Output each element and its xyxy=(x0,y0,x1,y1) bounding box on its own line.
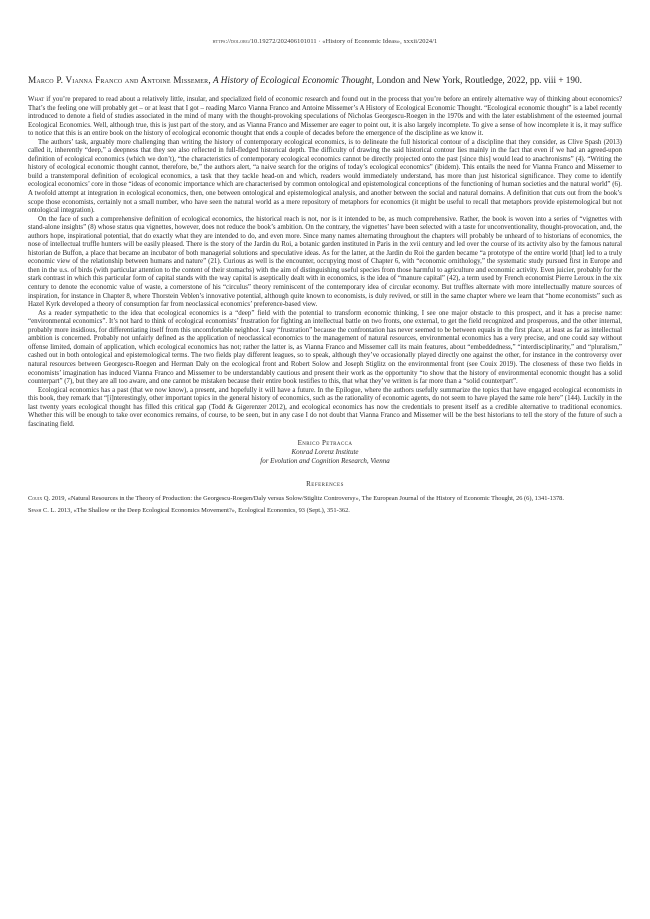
paragraph-text: if you’re prepared to read about a relatively little, insular, and specialized field of economic research and found out in the process that you’re before an entirely alternative way of thinking about economics? That’s the feeling one will probably get – or at least that I got – reading Marco Vianna Franco and Antoine Missemer’s A History of Ecological Economic Thought. “Ecological economic thought” is a label recently introduced to denote a field of studies associated in the mind of many with the thought-provoking speculations of Nicholas Georgescu-Roegen in the 1970s and with the later establishment of the esteemed journal Ecological Economics. Well, although true, this is just part of the story, and as Vianna Franco and Missemer are eager to point out, it is also largely incomplete. To give a sense of how incomplete it is, it may suffice to notice that this is an entire book on the history of ecological economic thought that ends a couple of decades before the emergence of the discipline as we know it. xyxy=(28,96,622,138)
journal-info: · «History of Economic Ideas», xxxii/2024/1 xyxy=(316,38,438,45)
running-head xyxy=(28,38,622,54)
paragraph-1 xyxy=(28,96,622,139)
reviewer-institute: Konrad Lorenz Institute xyxy=(291,448,359,457)
paragraph-text: Ecological economics has a past (that we now know), a present, and hopefully it will have a future. In the Epilogue, where the authors usefully summarize the topics that have engaged ecological economists in this book, they remark that “[i]nterestingly, other important topics in the general history of economics, such as the rationality of economic agents, do not seem to have played the same role here” (144). Luckily in the last twenty years ecological thought has filled this critical gap (Todd & Gigerenzer 2012), and ecological economics has now the credentials to present itself as a credible alternative to traditional economics. Whether this will be enough to take over economics remains, of course, to be seen, but in any case I do not doubt that Vianna Franco and Missemer will be the best historians to tell the story of the future of such a fascinating field. xyxy=(28,386,622,428)
reference-text: 2019, «Natural Resources in the Theory of Production: the Georgescu-Roegen/Daly versus Solow/Stiglitz Controversy», The European Journal of the History of Economic Thought, 26 (6), 1341-1378. xyxy=(50,495,564,503)
references-heading: References xyxy=(306,480,344,489)
paragraph-text: As a reader sympathetic to the idea that ecological economics is a “deep” field with the potential to transform economic thinking, I see one major obstacle to this prospect, and it has a precise name: “environmental economics”. It’s not hard to think of ecological economists’ frustration for fighting an intellectual battle on two fronts, one external, to get the field recognized and prosperous, and the other internal, probably more insidious, for differentiating itself from this uncomfortable neighbor. I say “frustration” because the confrontation has never seemed to be between equals in the first place, at least as far as intellectual ambition is concerned. Probably not unfairly defined as the application of neoclassical economics to the management of natural resources, environmental economics has a very precise, and one could say without offense limited, domain of application, which ecological economics has not; rather the latter is, as Vianna Franco and Missemer call its main features, about “embeddedness,” “interdisciplinarity,” and “pluralism,” cashed out in both ontological and epistemological terms. The two fields play different leagues, so to speak, although they’ve occasionally played directly one against the other, for instance in the controversy over natural resources between Georgescu-Roegen and Herman Daly on the ecological front and Robert Solow and Joseph Stiglitz on the environmental front (see Couix 2019). The closeness of these two fields in economists’ imagination has induced Vianna Franco and Missemer to be understandably cautious and present their work as the opportunity “to show that the history of environmental economic thought has a solid counterpart” (7), but they are all too aware, and one cannot be mistaken because their entire book testifies to this, that what they’ve written is far more than a “solid counterpart”. xyxy=(28,309,622,386)
review-body xyxy=(28,96,622,429)
reviewer-institute-line-2: for Evolution and Cognition Research, Vienna xyxy=(260,457,390,466)
reviewer-name: Enrico Petracca xyxy=(297,439,353,448)
book-title: A History of Ecological Economic Thought xyxy=(212,75,372,85)
paragraph-4 xyxy=(28,310,622,387)
reference-author: Spash C. L. xyxy=(28,506,56,514)
paragraph-text: The authors’ task, arguably more challenging than writing the history of contemporary ecological economics, is to delineate the full historical contour of a discipline that they consider, as Clive Spash (2013) called it, inherently “deep,” a deepness that they see also reflected in full-fledged historical depth. The difficulty of drawing the said historical contour lies mainly in the fact that even if we had an agreed-upon definition of ecological economics (which we don’t), “the characteristics of contemporary ecological economics cannot be directly projected onto the past [since this] would lead to anachronisms” (4). “Writing the history of ecological economic thought cannot, therefore, be,” the authors alert, “a naive search for the origins of today’s ecological economics” (ibidem). This entails the need for Vianna Franco and Missemer to build a transtemporal definition of ecological economics, a task that they tackle head-on and which, readers would immediately understand, has more than just historical significance. They come to identify ecological economics’ core in those “ideas of economic importance which are characterised by common ontological and epistemological conceptions of the functioning of human societies and the natural world” (6). A twofold attempt at integration in ecological economics, then, one between ontological and epistemological analysis, and another between the social and natural domains. A definition that cuts out from the book’s scope those economists, certainly not a small number, who have seen the natural world as a mere repository of metaphors for economics (it might be useful to recall that metaphors provide epistemological but not ontological integration). xyxy=(28,138,622,215)
reference-author: Couix Q. xyxy=(28,495,51,503)
paragraph-text: On the face of such a comprehensive definition of ecological economics, the historical reach is not, nor is it intended to be, as much comprehensive. Rather, the book is woven into a series of “vignettes with stand-alone insights” (8) whose status qua vignettes, however, does not reduce the book’s ambition. On the contrary, the vignettes’ have been selected with a taste for unconventionality, thought-provocation, and, the authors hope, inspirational potential, that do exactly what they are intended to do, and even more. Since many names alternating throughout the chapters will probably be unheard of to historians of economics, the nose of intellectual truffle hunters will be easily pleased. There is the story of the Jardin du Roi, a botanic garden instituted in Paris in the xvii century and led over the course of its activity also by the famous natural historian de Buffon, a place that became an incubator of both managerial solutions and speculative ideas. As for the latter, at the Jardin du Roi the garden became “a prototype of the entire world [that] led to a truly economic view of the relationship between humans and nature” (21). Curious as well is the encounter, occupying most of Chapter 6, with “economic ornithology,” the systematic study pursued first in Europe and then in the u.s. of birds (with particular attention to the content of their stomachs) with the aim of distinguishing useful species from those harmful to agriculture and economic activity. Even juicier, probably for the stark contrast in which this particular form of capital stands with the way capital is aseptically dealt with in economics, is the idea of “manure capital” (42), a term used by French economist Pierre Leroux in the xix century to denote the economic value of waste, a cornerstone of his “circulus” theory reminiscent of the contemporary idea of circular economy. But truffles alternate with more intellectually mature sources of inspiration, for instance in Chapter 8, where Thorstein Veblen’s innovative potential, although quite known to economists, is duly revived, or still in the same chapter where we learn that “home economists” such as Hazel Kyrk developed a theory of consumption far from neoclassical economics’ preference-based view. xyxy=(28,215,622,309)
paragraph-lead: What xyxy=(28,96,45,103)
reference-item xyxy=(28,507,622,515)
paragraph-5 xyxy=(28,387,622,430)
book-details: , London and New York, Routledge, 2022, pp. viii + 190. xyxy=(371,75,582,85)
review-page xyxy=(28,38,622,518)
book-authors: Marco P. Vianna Franco and Antoine Missemer xyxy=(28,75,209,85)
paragraph-3 xyxy=(28,216,622,310)
book-citation: Marco P. Vianna Franco and Antoine Missemer, A History of Ecological Economic Thought, London and New York, Routledge, 2022, pp. viii + 190. xyxy=(28,75,582,85)
reviewer-signature xyxy=(28,439,622,466)
reference-item xyxy=(28,495,622,503)
doi-link[interactable]: https://doi.org/10.19272/202406101011 xyxy=(212,38,317,45)
references-list xyxy=(28,495,622,514)
paragraph-2 xyxy=(28,139,622,216)
reference-text: 2013, «The Shallow or the Deep Ecological Economics Movement?», Ecological Economics, 93 (Sept.), 351-362. xyxy=(55,506,350,514)
